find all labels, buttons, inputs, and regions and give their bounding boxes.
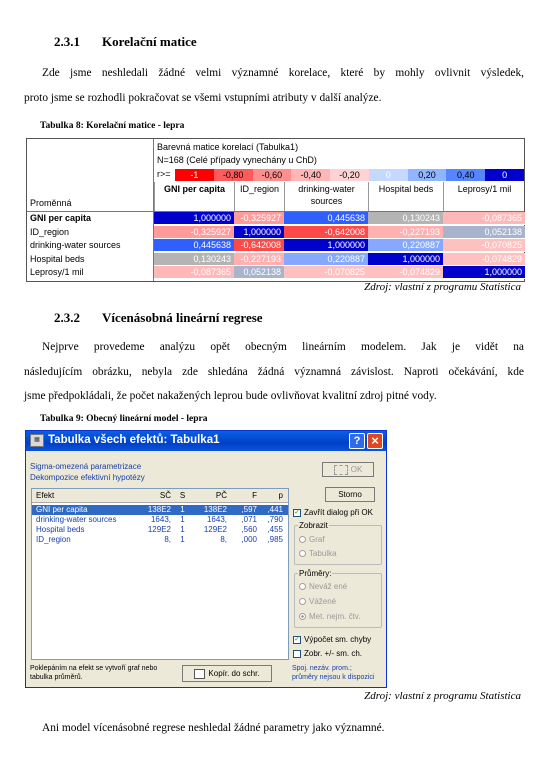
paragraph-line: jsme předpokládali, že počet nakažených leprou bude ovlivňovat kvalitní zdroj pitné vody. (24, 390, 437, 402)
matrix-cell: -0,087365 (154, 266, 234, 279)
matrix-cell: -0,325927 (234, 212, 284, 225)
radio-icon (299, 583, 306, 590)
clipboard-icon (194, 669, 205, 679)
table-row[interactable] (32, 515, 288, 525)
table-cell: drinking-water sources (36, 515, 117, 524)
correlation-matrix (26, 138, 525, 282)
row-label: ID_region (30, 226, 70, 237)
matrix-title: Barevná matice korelací (Tabulka1) (157, 142, 299, 152)
matrix-cell: -0,227193 (234, 253, 284, 266)
radio-table[interactable]: Tabulka (299, 549, 337, 558)
table-cell: ,000 (241, 535, 257, 544)
table-cell: ,071 (241, 515, 257, 524)
scale-swatch: -0,60 (253, 169, 292, 181)
calc-errors-checkbox[interactable]: ✓ Výpočet sm. chyby (294, 635, 372, 644)
decomposition-label: Dekompozice efektivní hypotézy (30, 473, 145, 482)
matrix-cell: 0,052138 (234, 266, 284, 279)
matrix-cell: 1,000000 (284, 239, 368, 252)
table-cell: 1 (180, 535, 185, 544)
table-caption: Tabulka 9: Obecný lineární model - lepra (40, 414, 208, 424)
source-note: Zdroj: vlastní z programu Statistica (364, 281, 521, 293)
scale-swatch: 0 (369, 169, 408, 181)
table-cell: 8, (164, 535, 171, 544)
column-header: Leprosy/1 mil (443, 182, 525, 211)
info-line: Spoj. nezáv. prom.; (292, 665, 352, 672)
radio-icon (299, 598, 306, 605)
scale-prefix: r>= (157, 169, 171, 179)
table-cell: ID_region (36, 535, 71, 544)
cancel-button[interactable]: Storno (325, 487, 375, 502)
matrix-cell: -0,074829 (443, 253, 525, 266)
matrix-cell: 0,220887 (368, 239, 443, 252)
radio-least-squares[interactable]: Met. nejm. čtv. (299, 612, 360, 621)
radio-graph[interactable]: Graf (299, 535, 325, 544)
matrix-cell: 0,445638 (284, 212, 368, 225)
matrix-cell: 1,000000 (234, 226, 284, 239)
matrix-cell: -0,325927 (154, 226, 234, 239)
section-number: 2.3.2 (54, 310, 80, 325)
matrix-cell: -0,074829 (368, 266, 443, 279)
matrix-cell: 1,000000 (368, 253, 443, 266)
table-cell: ,790 (267, 515, 283, 524)
hint-line: Poklepáním na efekt se vytvoří graf nebo (30, 665, 158, 672)
table-cell: 138E2 (203, 505, 227, 514)
show-errors-checkbox[interactable]: Zobr. +/- sm. ch. (293, 649, 362, 658)
matrix-cell: 0,052138 (443, 226, 525, 239)
variable-header: Proměnná (30, 198, 72, 208)
display-group (294, 525, 382, 565)
matrix-cell: -0,642008 (284, 226, 368, 239)
radio-icon (299, 613, 306, 620)
section-title: Korelační matice (102, 34, 197, 49)
table-cell: 138E2 (147, 505, 171, 514)
matrix-cell: -0,070825 (443, 239, 525, 252)
matrix-cell: 0,220887 (284, 253, 368, 266)
paragraph-line: následujícím obrázku, nebyla zde shledána žádná významná závislost. Naproti očekávání, kde (24, 365, 524, 378)
effects-column-header[interactable]: SČ (159, 491, 171, 500)
ok-button[interactable]: OK (322, 462, 374, 477)
paragraph-line: Nejprve provedeme analýzu opět obecným lineárním modelem. Jak je vidět na (42, 341, 524, 353)
effects-column-header[interactable]: F (252, 491, 257, 500)
check-icon: ✓ (294, 635, 300, 643)
matrix-cell: -0,227193 (368, 226, 443, 239)
row-label: Leprosy/1 mil (30, 267, 84, 278)
column-header: ID_region (234, 182, 284, 211)
table-cell: ,985 (267, 535, 283, 544)
scale-swatch: 0,40 (446, 169, 485, 181)
row-label: drinking-water sources (30, 240, 121, 251)
row-label: Hospital beds (30, 253, 85, 264)
app-icon: ▦ (30, 434, 44, 447)
table-cell: 8, (220, 535, 227, 544)
matrix-subtitle: N=168 (Celé případy vynechány u ChD) (157, 155, 317, 165)
section-heading-1 (54, 34, 197, 50)
table-cell: 129E2 (203, 525, 227, 534)
radio-icon (299, 536, 306, 543)
table-cell: 1643, (206, 515, 227, 524)
help-icon[interactable]: ? (349, 433, 365, 449)
table-row[interactable] (32, 525, 288, 535)
table-cell: GNI per capita (36, 505, 88, 514)
scale-swatch: -0,80 (214, 169, 253, 181)
matrix-rows (27, 212, 524, 280)
column-header: GNI per capita (154, 182, 234, 211)
table-caption: Tabulka 8: Korelační matice - lepra (40, 121, 185, 131)
section-title: Vícenásobná lineární regrese (102, 310, 263, 325)
ok-icon (334, 465, 348, 475)
paragraph-3: Ani model vícenásobné regrese neshledal žádné parametry jako významné. (42, 722, 385, 734)
table-cell: 1 (180, 515, 185, 524)
hint-line: tabulka průměrů. (30, 674, 83, 681)
effects-header (32, 489, 288, 503)
close-on-ok-checkbox[interactable]: ✓ Zavřít dialog při OK (294, 508, 373, 517)
matrix-cell: -0,642008 (234, 239, 284, 252)
close-icon[interactable]: × (367, 433, 383, 449)
scale-swatch: -1 (175, 169, 214, 181)
matrix-cell: 0,445638 (154, 239, 234, 252)
column-header: Hospital beds (368, 182, 443, 211)
matrix-cell: -0,070825 (284, 266, 368, 279)
table-cell: 1643, (150, 515, 171, 524)
dialog-title: Tabulka všech efektů: Tabulka1 (48, 434, 220, 446)
matrix-cell: 0,130243 (154, 253, 234, 266)
table-cell: 129E2 (147, 525, 171, 534)
table-cell: 1 (180, 505, 185, 514)
table-row[interactable] (32, 535, 288, 545)
row-label: GNI per capita (30, 213, 92, 223)
paragraph-2 (24, 335, 524, 409)
radio-icon (299, 550, 306, 557)
table-cell: 1 (180, 525, 185, 534)
matrix-cell: 1,000000 (154, 212, 234, 225)
paragraph-line: proto jsme se rozhodli pokračovat se všemi vstupními atributy v další analýze. (24, 91, 382, 104)
column-header: drinking-water sources (284, 182, 368, 211)
radio-unweighted[interactable]: Neváž ené (299, 582, 347, 591)
title-bar[interactable] (26, 431, 386, 451)
parametrization-label: Sigma-omezená parametrizace (30, 462, 142, 471)
matrix-cell: 0,130243 (368, 212, 443, 225)
matrix-cell: 1,000000 (443, 266, 525, 279)
table-cell: ,597 (241, 505, 257, 514)
scale-swatch: -0,20 (330, 169, 369, 181)
effects-table[interactable] (31, 488, 289, 660)
matrix-cell: -0,087365 (443, 212, 525, 225)
display-group-label: Zobrazit (299, 521, 328, 530)
section-heading-2 (54, 310, 263, 326)
table-cell: ,455 (267, 525, 283, 534)
paragraph-line: Zde jsme neshledali žádné velmi významné korelace, které by mohly ovlivnit výsledek, (42, 67, 524, 79)
color-scale (175, 169, 524, 181)
source-note: Zdroj: vlastní z programu Statistica (364, 690, 521, 702)
table-row[interactable] (32, 505, 288, 515)
effects-column-header[interactable]: S (179, 491, 186, 500)
scale-swatch: -0,40 (291, 169, 330, 181)
table-cell: Hospital beds (36, 525, 85, 534)
effects-column-header[interactable]: p (278, 491, 283, 500)
scale-swatch: 0,20 (408, 169, 447, 181)
effects-dialog (25, 430, 387, 688)
info-line: průměry nejsou k dispozici (292, 674, 375, 681)
effects-column-header[interactable]: PČ (215, 491, 227, 500)
check-icon: ✓ (294, 508, 300, 516)
scale-swatch: 0 (485, 169, 524, 181)
checkbox-icon (293, 650, 301, 658)
paragraph-1 (24, 61, 524, 110)
section-number: 2.3.1 (54, 34, 80, 49)
copy-to-clipboard-button[interactable]: Kopír. do schr. (182, 665, 272, 682)
table-cell: ,441 (267, 505, 283, 514)
radio-weighted[interactable]: Vážené (299, 597, 336, 606)
effects-column-header[interactable]: Efekt (36, 491, 55, 500)
column-headers (153, 182, 524, 211)
table-cell: ,560 (241, 525, 257, 534)
means-group-label: Průměry: (299, 569, 332, 578)
